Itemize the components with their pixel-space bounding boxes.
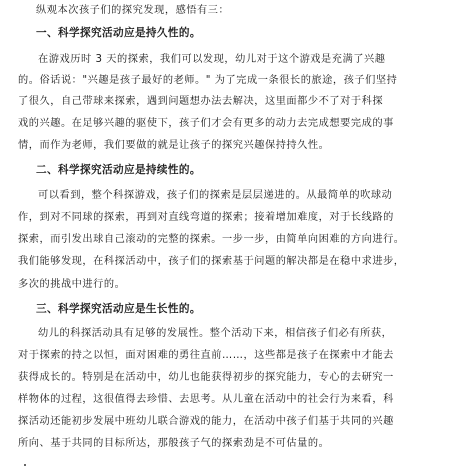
section-2-line-1: 可以看到，整个科探游戏，孩子们的探索是层层递进的。从最简单的吹球动 bbox=[38, 190, 393, 201]
section-1-line-2: 的。俗话说："兴趣是孩子最好的老师。" 为了完成一条很长的旅途，孩子们坚持 bbox=[18, 75, 398, 86]
intro-line: 纵观本次孩子们的探究发现，感悟有三： bbox=[36, 5, 230, 16]
section-1-line-3: 了很久，自己带球来探索，遇到问题想办法去解决，这里面都少不了对于科探 bbox=[18, 96, 384, 107]
section-2-line-2: 作，到对不同球的探索，再到对直线弯道的探索；接着增加难度，对于长线路的 bbox=[18, 212, 394, 223]
section-1-heading: 一、科学探究活动应是持久性的。 bbox=[36, 27, 201, 39]
section-2-heading: 二、科学探究活动应是持续性的。 bbox=[36, 164, 201, 176]
section-1-line-4: 戏的兴趣。在足够兴趣的驱使下，孩子们才会有更多的动力去完成想要完成的事 bbox=[18, 118, 394, 129]
section-3-line-5: 探活动还能初步发展中班幼儿联合游戏的能力，在活动中孩子们基于共同的兴趣 bbox=[18, 416, 394, 427]
section-3-line-4: 样物体的过程，这很值得去珍惜、去思考。从儿童在活动中的社会行为来看，科 bbox=[18, 394, 394, 405]
section-1-line-5: 情，而作为老师，我们要做的就是让孩子的探究兴趣保持持久性。 bbox=[18, 140, 330, 151]
section-2-line-5: 多次的挑战中进行的。 bbox=[18, 279, 126, 290]
paragraph-mark bbox=[24, 464, 26, 466]
section-3-line-6: 所向、基于共同的目标所达，那般孩子气的探索劲是不可估量的。 bbox=[18, 438, 330, 449]
section-3-line-3: 获得成长的。特别是在活动中，幼儿也能获得初步的探究能力，专心的去研究一 bbox=[18, 372, 394, 383]
section-2-line-3: 探索，而引发出球自己滚动的完整的探索。一步一步，由简单向困难的方向进行。 bbox=[18, 234, 405, 245]
section-3-heading: 三、科学探究活动应是生长性的。 bbox=[36, 303, 201, 315]
section-3-line-1: 幼儿的科探活动具有足够的发展性。整个活动下来，相信孩子们必有所获， bbox=[38, 328, 393, 339]
section-3-line-2: 对于探索的持之以恒，面对困难的勇往直前……，这些都是孩子在探索中才能去 bbox=[18, 350, 394, 361]
section-2-line-4: 我们能够发现，在科探活动中，孩子们的探索基于问题的解决都是在稳中求进步， bbox=[18, 256, 405, 267]
section-1-line-1: 在游戏历时 3 天的探索，我们可以发现，幼儿对于这个游戏是充满了兴趣 bbox=[38, 54, 386, 65]
